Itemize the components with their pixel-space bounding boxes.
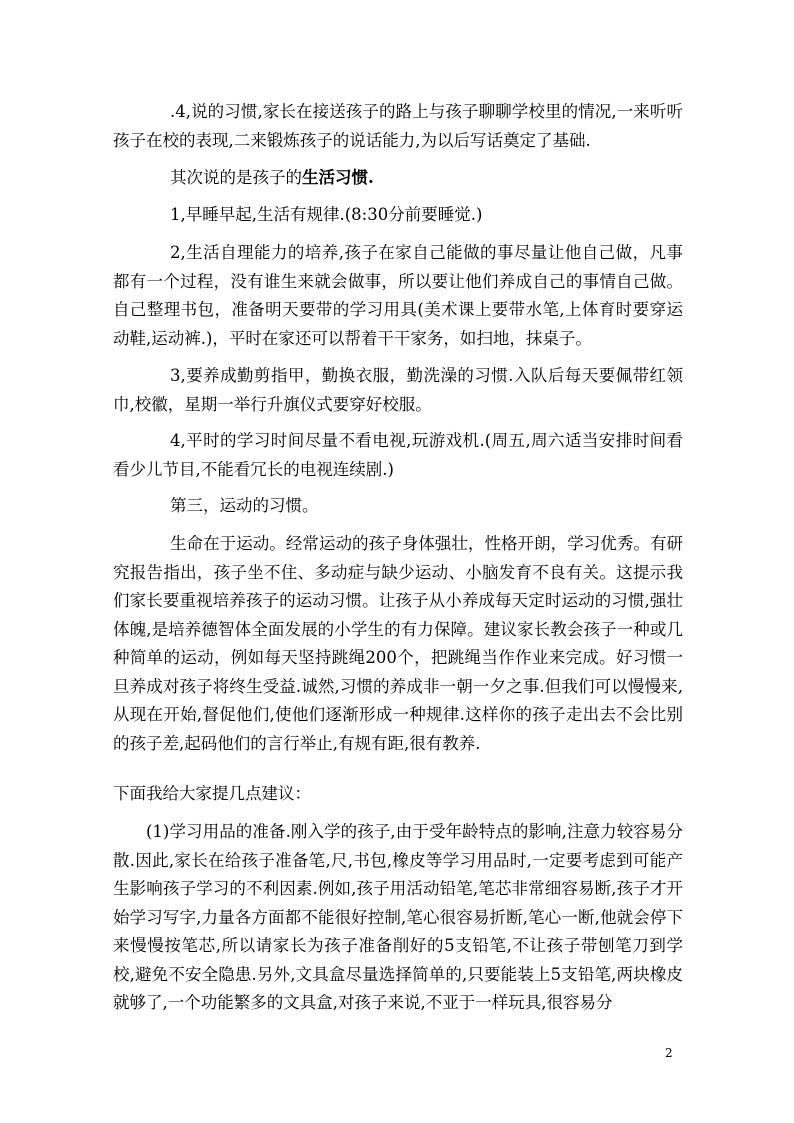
paragraph-hygiene: 3,要养成勤剪指甲，勤换衣服，勤洗澡的习惯.入队后每天要佩带红领巾,校徽，星期一举行升旗仪式要穿好校服。	[113, 366, 683, 414]
paragraph-school-supplies: (1)学习用品的准备.刚入学的孩子,由于受年龄特点的影响,注意力较容易分散.因此,家长在给孩子准备笔,尺,书包,橡皮等学习用品时,一定要考虑到可能产生影响孩子学习的不利因素.例如,孩子用活动铅笔,笔芯非常细容易断,孩子才开始学习写字,力量各方面都不能很好控制,笔心很容易折断,笔心一断,他就会停下来慢慢按笔芯,所以请家长为孩子准备削好的5支铅笔,不让孩子带刨笔刀到学校,避免不安全隐患.另外,文具盒尽量选择简单的,只要能装上5支铅笔,两块橡皮就够了,一个功能繁多的文具盒,对孩子来说,不亚于一样玩具,很容易分	[113, 822, 683, 1012]
paragraph-life-habit-heading	[113, 164, 683, 193]
heading-prefix: 其次说的是孩子的	[170, 168, 302, 187]
paragraph-self-care: 2,生活自理能力的培养,孩子在家自己能做的事尽量让他自己做，凡事都有一个过程，没有谁生来就会做事，所以要让他们养成自己的事情自己做。自己整理书包，准备明天要带的学习用具(美术课上要带水笔,上体育时要穿运动鞋,运动裤.)，平时在家还可以帮着干干家务，如扫地，抹桌子。	[113, 243, 683, 348]
paragraph-exercise-body: 生命在于运动。经常运动的孩子身体强壮，性格开朗，学习优秀。有研究报告指出，孩子坐不住、多动症与缺少运动、小脑发育不良有关。这提示我们家长要重视培养孩子的运动习惯。让孩子从小养成每天定时运动的习惯,强壮体魄,是培养德智体全面发展的小学生的有力保障。建议家长教会孩子一种或几种简单的运动，例如每天坚持跳绳200个，把跳绳当作作业来完成。好习惯一旦养成对孩子将终生受益.诚然,习惯的养成非一朝一夕之事.但我们可以慢慢来,从现在开始,督促他们,使他们逐渐形成一种规律.这样你的孩子走出去不会比别的孩子差,起码他们的言行举止,有规有距,很有教养.	[113, 534, 683, 753]
page-number: 2	[665, 1046, 673, 1060]
paragraph-early-sleep: 1,早睡早起,生活有规律.(8:30分前要睡觉.)	[170, 205, 483, 224]
heading-bold: 生活习惯.	[302, 168, 374, 187]
paragraph-speaking-habit: .4,说的习惯,家长在接送孩子的路上与孩子聊聊学校里的情况,一来听听孩子在校的表现,二来锻炼孩子的说话能力,为以后写话奠定了基础.	[113, 102, 683, 150]
paragraph-suggestions-intro: 下面我给大家提几点建议：	[113, 784, 311, 803]
paragraph-study-time: 4,平时的学习时间尽量不看电视,玩游戏机.(周五,周六适当安排时间看看少儿节目,不能看冗长的电视连续剧.)	[113, 431, 683, 479]
paragraph-exercise-heading: 第三，运动的习惯。	[170, 496, 319, 515]
